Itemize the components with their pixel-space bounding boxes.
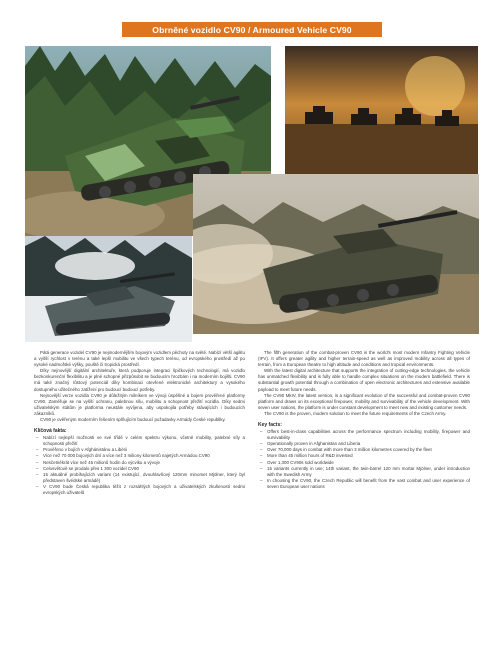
en-fact-item: – Over 70,000 days in combat with more than 3 million kilometres covered by the fleet [258, 447, 470, 453]
czech-text-column [34, 350, 245, 496]
cz-paragraph: CV90 je ověřeným moderním řešením splňujícím budoucí požadavky Armády České republiky. [40, 417, 226, 423]
cv90-winter-photo [25, 236, 192, 342]
en-fact-item: – Offers best-in-class capabilities across the performance spectrum including mobility, firepower and survivability [258, 429, 470, 441]
cz-fact-item: – Celosvětově se prodalo přes 1 300 vozidel CV90 [34, 466, 245, 472]
cz-fact-item: – 15 aktuálně probíhajících variant (14 existující, dvouhlavňový 120mm minomet Mjölner, který byl představen švédské armádě) [34, 472, 245, 484]
cz-fact-item: – Nesčetněkrát více než 45 milionů hodin do výcviku a vývoje [34, 460, 245, 466]
en-fact-item: – In choosing the CV90, the Czech Republic will benefit from the vast combat and user experience of seven European user nations [258, 478, 470, 490]
cv90-sunset-photo [285, 46, 478, 174]
cz-paragraph: Díky nejnovější digitální architektuře, která podporuje integraci špičkových technologií, má vozidlo bezkonkurenční flexibilitu a je plně schopné přizpůsobit se budoucím hrozbám i na moderním bojišti. CV90 má také značný růstový potenciál díky kombinaci otevřené elektronické architektury a vysokého dostupného užitečného zatížení pro budoucí budoucí potřeby. [34, 368, 245, 392]
cz-facts-list [34, 435, 245, 496]
en-fact-item: – Over 1,300 CV90s sold worldwide [258, 460, 470, 466]
cz-fact-item: – V CV90 bude Česká republika těžit z rozsáhlých bojových a uživatelských zkušeností sedmi evropských uživatelů [34, 484, 245, 496]
cz-paragraph: Nejnovější verze vozidla CV90 je důležitým milníkem ve vývoji úspěšné a bojem prověřené platformy CV90. Zaměřuje se na vyšší ochranu, palebnou sílu, mobilitu a schopnost přežití vozidla. Díky sedmi uživatelským státům je platforma neustále vyvíjena, aby uspokojila potřeby stávajících i budoucích zákazníků. [34, 392, 245, 416]
en-facts-list [258, 429, 470, 490]
en-paragraph: The CV90 MkIV, the latest version, is a significant evolution of the successful and combat-proven CV90 platform and draws on its exceptional firepower, mobility and survivability of the vehicle development. With seven user nations, the platform is under constant development to meet new and existing customer needs. [258, 392, 470, 410]
cz-paragraph: Pátá generace vozidel CV90 je nejmodernějším bojovým vozidlem pěchoty na světě. Nabízí větší agilitu a vyšší rychlost v terénu a také lepší mobilitu ve všech typech terénu, od evropského prostředí až po vysoké nadmořské výšky, pouště či tropická prostředí. [34, 350, 245, 368]
cz-facts-heading: Klíčová fakta: [34, 428, 67, 435]
en-facts-heading: Key facts: [258, 422, 282, 429]
page-title: Obrněné vozidlo CV90 / Armoured Vehicle CV90 [122, 22, 382, 37]
cz-fact-item: – Nabízí nejlepší možnosti ve své třídě v celém spektru výkonu, včetně mobility, palebné síly a schopnosti přežití [34, 435, 245, 447]
en-fact-item: – More than 45 million hours of R&D invested [258, 453, 470, 459]
cz-fact-item: – Více než 70 000 bojových dní a více než 3 miliony kilometrů najetých Armádou CV90 [34, 453, 245, 459]
en-paragraph: The CV90 is the proven, modern solution to meet the future requirements of the Czech Army. [264, 410, 447, 416]
en-paragraph: With the latest digital architecture that supports the integration of cutting-edge technologies, the vehicle has unmatched flexibility and is fully able to handle complex situations on the modern battlefield. There is substantial growth potential through a combination of open electronic architectures and extensive available payload to meet future needs. [258, 368, 470, 392]
en-fact-item: – 15 variants currently in use; 14th variant, the twin-barrel 120 mm mortar Mjölner, under introduction with the Swedish Army [258, 466, 470, 478]
cv90-dust-photo [193, 174, 479, 334]
en-paragraph: The fifth generation of the combat-proven CV90 is the world's most modern Infantry Fighting Vehicle (IFV). It offers greater agility and higher terrain-speed as well as improved mobility across all types of terrain, from a European theatre to high altitude and conditions and tropical environments. [258, 350, 470, 368]
en-fact-item: – Operationally proven in Afghanistan and Liberia [258, 441, 470, 447]
english-text-column [258, 350, 470, 490]
cz-fact-item: – Prověřeno v bojích v Afghánistánu a Libérii [34, 447, 245, 453]
